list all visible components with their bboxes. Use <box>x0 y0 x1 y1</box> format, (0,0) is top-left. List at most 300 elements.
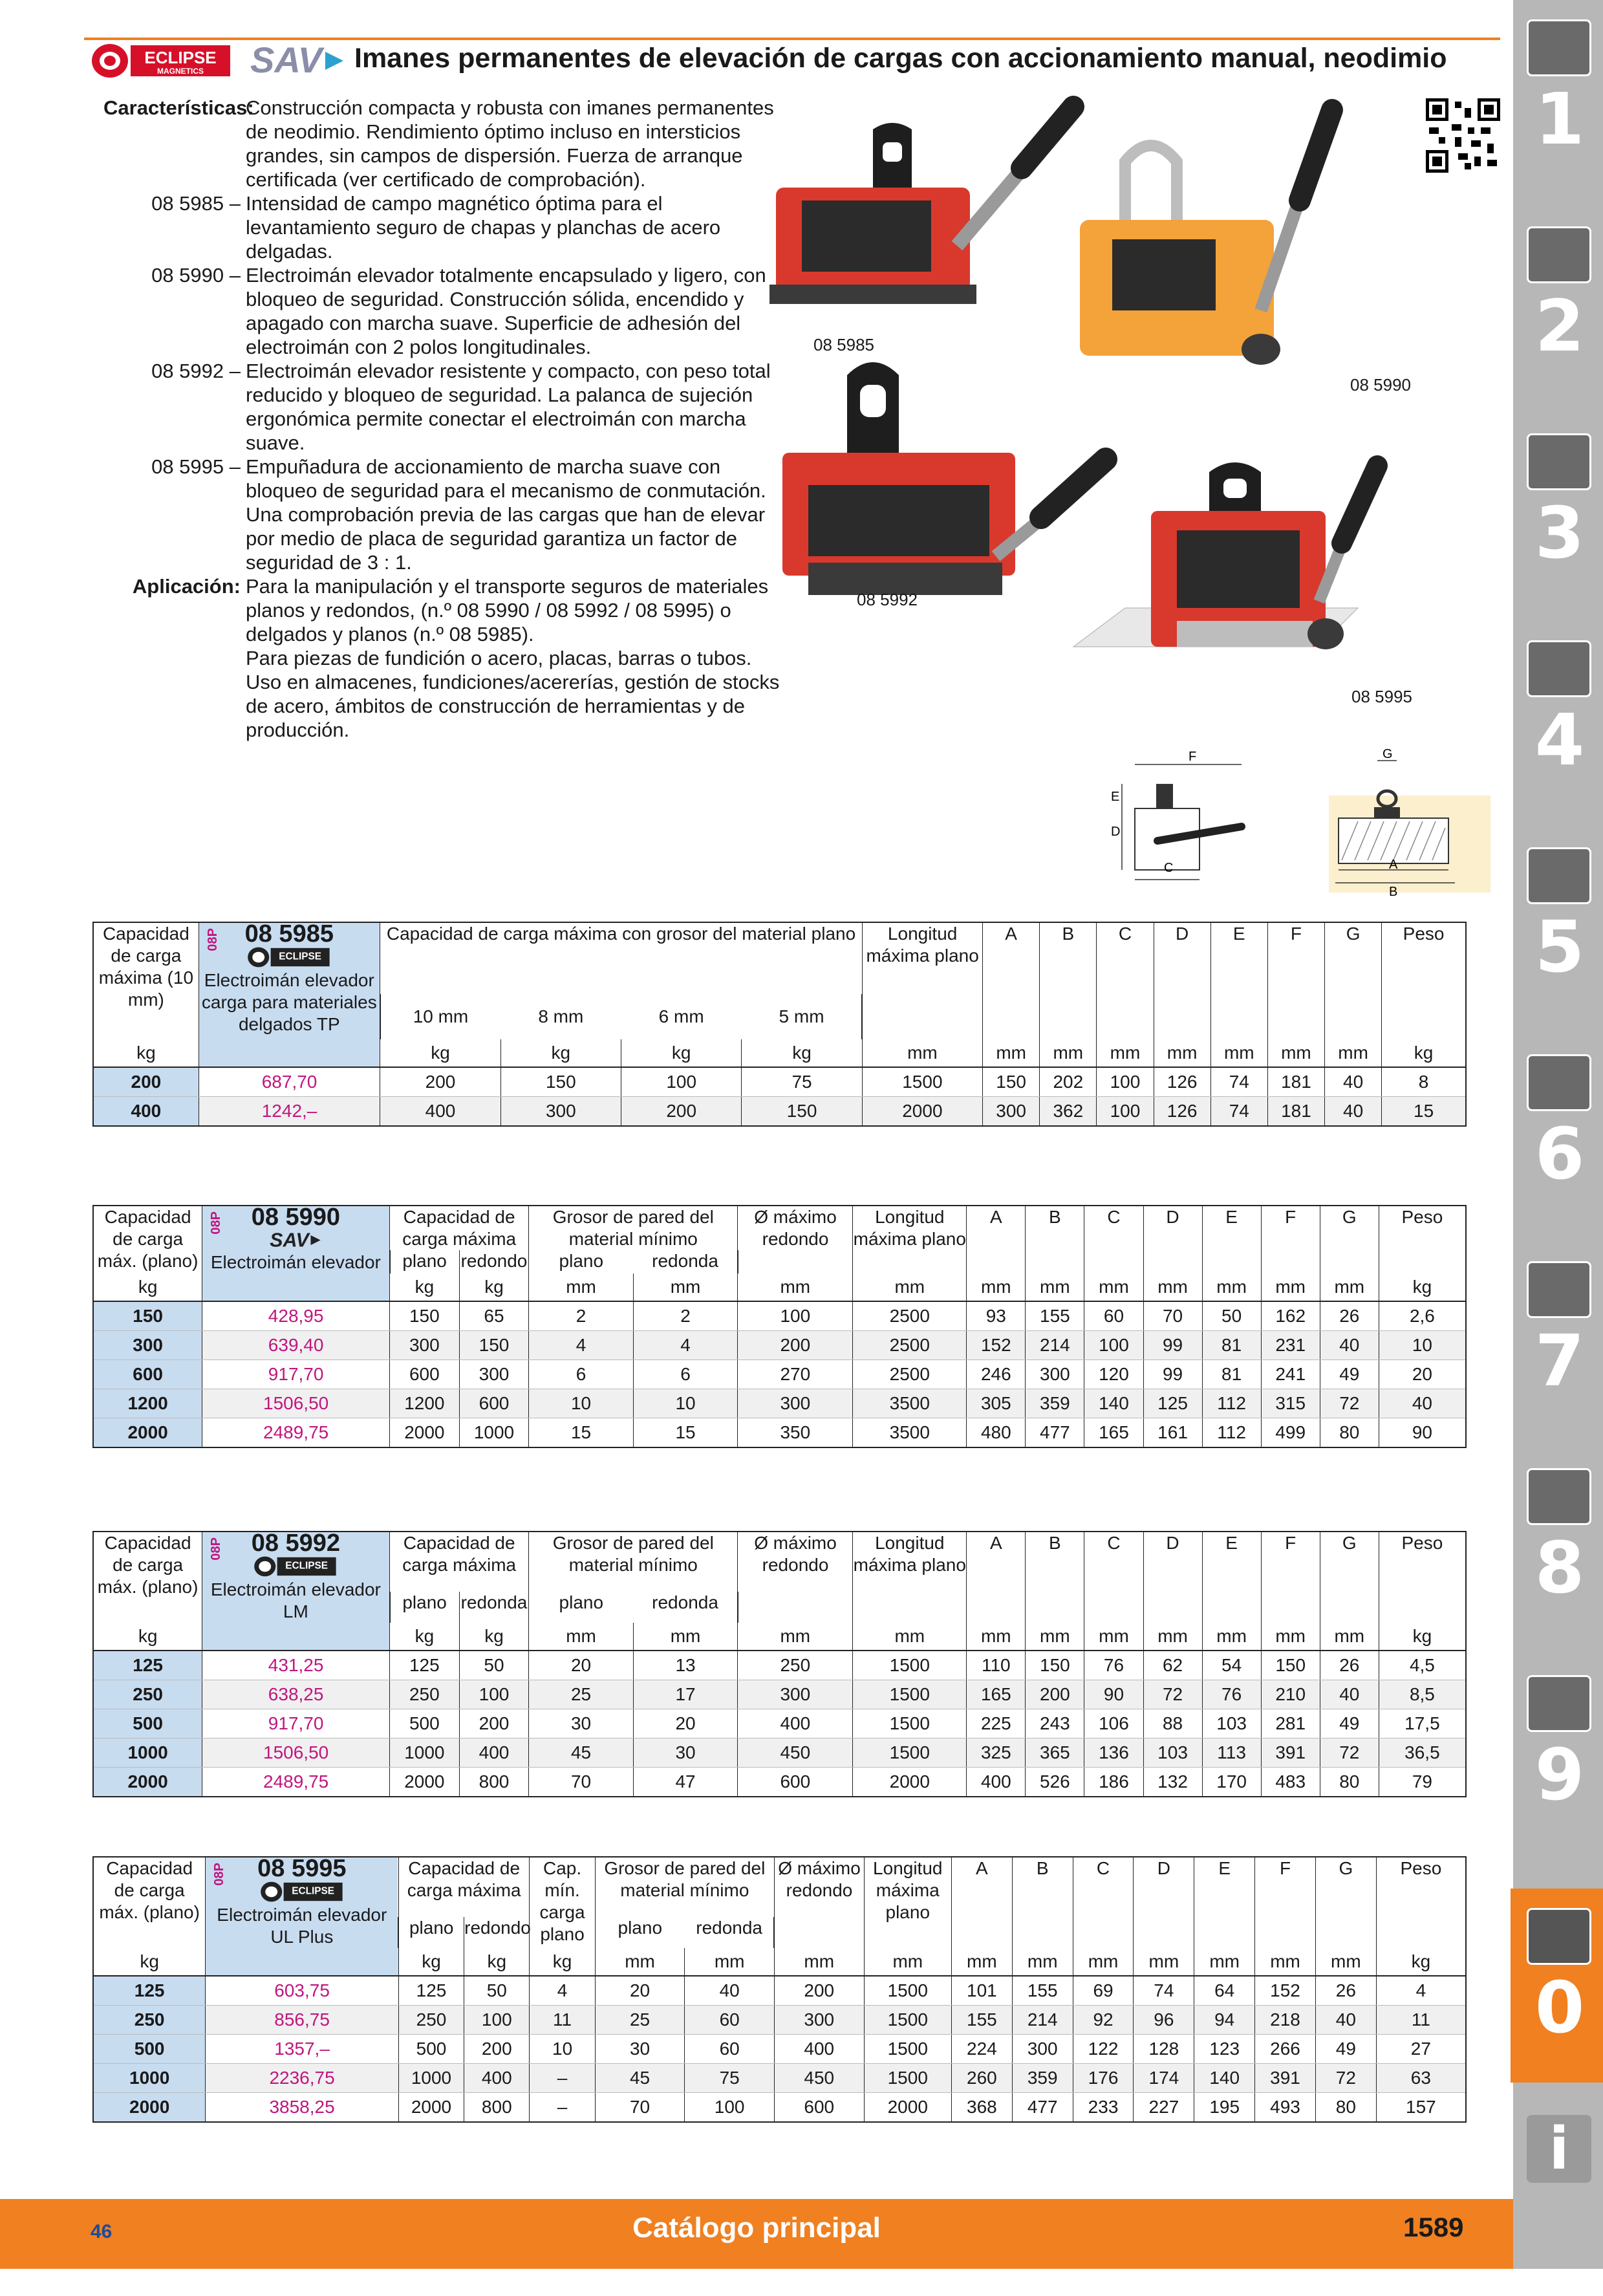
table-cell: 315 <box>1261 1389 1320 1418</box>
product-number: 08 5990 <box>251 1204 341 1231</box>
table-cell: 1500 <box>853 1680 967 1709</box>
table-row <box>93 1709 1466 1738</box>
table-cell: 3500 <box>853 1418 967 1448</box>
chapter-tab-7[interactable] <box>1516 1242 1603 1436</box>
table-cell: 300 <box>500 1097 621 1127</box>
table-cell: 8 <box>1382 1067 1466 1097</box>
table-cell: 45 <box>529 1738 633 1768</box>
table-cell: 250 <box>390 1680 460 1709</box>
table-cell: 600 <box>390 1360 460 1389</box>
unit-cell: kg <box>1376 1948 1466 1976</box>
unit-cell: mm <box>1026 1623 1084 1651</box>
unit-cell: mm <box>595 1948 685 1976</box>
unit-cell: kg <box>742 1039 862 1067</box>
table-cell: 1500 <box>862 1067 982 1097</box>
table-cell: 1000 <box>459 1418 529 1448</box>
chapter-icon <box>1527 1468 1591 1525</box>
unit-cell: mm <box>1325 1039 1382 1067</box>
sub-header: redonda <box>685 1917 775 1948</box>
chapter-icon <box>1527 1054 1591 1111</box>
table-cell: 1200 <box>390 1389 460 1418</box>
table-cell: 227 <box>1134 2093 1194 2123</box>
price-cell[interactable]: 2489,75 <box>202 1768 390 1797</box>
chapter-tab-9[interactable] <box>1516 1656 1603 1850</box>
table-cell: 15 <box>1382 1097 1466 1127</box>
table-cell: 4 <box>633 1331 737 1360</box>
table-row <box>93 1768 1466 1797</box>
table-cell: 2000 <box>853 1768 967 1797</box>
description-label: 08 5990 – <box>151 264 241 287</box>
description-text <box>246 455 789 574</box>
description-text <box>246 359 789 455</box>
unit-cell: kg <box>530 1948 595 1976</box>
description-label: 08 5995 – <box>151 455 241 478</box>
group-header: Grosor de pared del material mínimo <box>595 1857 774 1917</box>
table-cell: 150 <box>1026 1651 1084 1680</box>
unit-cell: mm <box>1202 1273 1261 1301</box>
table-cell: 325 <box>967 1738 1026 1768</box>
unit-cell <box>199 1039 380 1067</box>
table-cell: 80 <box>1315 2093 1376 2123</box>
dim-e-header: E <box>1202 1532 1261 1623</box>
chapter-tab-2[interactable] <box>1516 207 1603 401</box>
table-cell: 243 <box>1026 1709 1084 1738</box>
table-cell: – <box>530 2093 595 2123</box>
unit-cell: mm <box>738 1623 853 1651</box>
table-cell: 63 <box>1376 2064 1466 2093</box>
cap-header: Capacidad de carga máx. (plano) <box>93 1206 202 1273</box>
table-cell: 10 <box>1379 1331 1466 1360</box>
dim-d-header: D <box>1143 1206 1202 1273</box>
unit-cell: kg <box>93 1623 202 1651</box>
table-cell: 400 <box>738 1709 853 1738</box>
sub-header: 8 mm <box>538 1006 584 1026</box>
table-cell: 350 <box>738 1418 853 1448</box>
table-cell: 499 <box>1261 1418 1320 1448</box>
price-cell[interactable]: 3858,25 <box>206 2093 399 2123</box>
table-cell: 1500 <box>853 1738 967 1768</box>
table-cell: 125 <box>93 1651 202 1680</box>
chapter-tab-3[interactable] <box>1516 414 1603 608</box>
description-row <box>103 455 789 574</box>
table-cell: 250 <box>93 1680 202 1709</box>
dim-c-header: C <box>1097 922 1154 1039</box>
diagram-side <box>1111 750 1242 880</box>
table-cell: 49 <box>1315 2035 1376 2064</box>
table-cell: 30 <box>595 2035 685 2064</box>
table-row <box>93 1389 1466 1418</box>
table-cell: 125 <box>398 1976 464 2006</box>
table-cell: 477 <box>1012 2093 1073 2123</box>
chapter-tab-0[interactable] <box>1516 1889 1603 2083</box>
table-cell: 150 <box>459 1331 529 1360</box>
sub-header: plano <box>398 1917 464 1948</box>
table-cell: 1500 <box>853 1651 967 1680</box>
table-cell: 477 <box>1026 1418 1084 1448</box>
chapter-number: 1 <box>1534 78 1585 160</box>
dim-f-header: F <box>1261 1206 1320 1273</box>
unit-cell: kg <box>93 1948 206 1976</box>
photo-label-085990: 08 5990 <box>1350 375 1411 395</box>
table-cell: 20 <box>1379 1360 1466 1389</box>
bp-label: 08P <box>209 1537 224 1561</box>
price-cell[interactable]: 638,25 <box>202 1680 390 1709</box>
table-cell: 225 <box>967 1709 1026 1738</box>
table-cell: 101 <box>951 1976 1012 2006</box>
unit-cell: kg <box>398 1948 464 1976</box>
unit-cell: mm <box>864 1948 951 1976</box>
table-cell: 2000 <box>390 1418 460 1448</box>
table-cell: 176 <box>1073 2064 1134 2093</box>
table-cell: 75 <box>685 2064 775 2093</box>
dim-g-header: G <box>1320 1206 1379 1273</box>
diameter-header: Ø máximo redondo <box>774 1857 864 1948</box>
photo-label-085995: 08 5995 <box>1351 687 1412 706</box>
unit-cell: mm <box>1026 1273 1084 1301</box>
table-cell: 170 <box>1202 1768 1261 1797</box>
chapter-number: 4 <box>1534 699 1585 781</box>
table-cell: 60 <box>1084 1301 1143 1331</box>
table-cell: 365 <box>1026 1738 1084 1768</box>
min-cap-header: Cap. mín. carga plano <box>530 1857 595 1948</box>
dim-a-header: A <box>967 1206 1026 1273</box>
eclipse-logo <box>91 40 233 81</box>
description-paragraph: Para piezas de fundición o acero, placas, barras o tubos. <box>246 647 752 669</box>
table-cell: 136 <box>1084 1738 1143 1768</box>
table-cell: 120 <box>1084 1360 1143 1389</box>
table-cell: 800 <box>464 2093 530 2123</box>
table-cell: 600 <box>738 1768 853 1797</box>
weight-header: Peso <box>1379 1206 1466 1273</box>
chapter-tab-5[interactable] <box>1516 828 1603 1022</box>
table-cell: 210 <box>1261 1680 1320 1709</box>
unit-cell <box>206 1948 399 1976</box>
table-cell: 2500 <box>853 1331 967 1360</box>
table-cell: 400 <box>380 1097 500 1127</box>
length-header: Longitud máxima plano <box>864 1857 951 1948</box>
table-row <box>93 1301 1466 1331</box>
table-cell: 181 <box>1267 1097 1324 1127</box>
unit-cell: mm <box>1040 1039 1097 1067</box>
eclipse-logo-small <box>260 1879 344 1904</box>
table-cell: 300 <box>93 1331 202 1360</box>
table-cell: 161 <box>1143 1418 1202 1448</box>
sub-header: 6 mm <box>658 1006 704 1026</box>
sub-header: redondo <box>464 1917 530 1948</box>
description-paragraph: Electroimán elevador resistente y compacto, con peso total reducido y bloqueo de seguridad. La palanca de sujeción ergonómica permite conectar el electroimán con marcha suave. <box>246 360 771 454</box>
photo-085995 <box>1073 462 1377 649</box>
sav-logo <box>249 39 346 81</box>
description-paragraph: Para la manipulación y el transporte seguros de materiales planos y redondos, (n.º 08 5990 / 08 5992 / 08 5995) o delgados y planos (n.º 08 5985). <box>246 575 769 645</box>
unit-row <box>93 1273 1466 1301</box>
chapter-icon <box>1527 226 1591 283</box>
sub-header: plano <box>390 1592 460 1623</box>
table-cell: 17 <box>633 1680 737 1709</box>
group-header: Capacidad de carga máxima con grosor del material plano <box>380 922 862 994</box>
photo-085985 <box>769 107 1073 304</box>
table-cell: 54 <box>1202 1651 1261 1680</box>
diagram-front <box>1329 747 1490 899</box>
table-row <box>93 2093 1466 2123</box>
table-cell: 72 <box>1320 1389 1379 1418</box>
cap-header: Capacidad de carga máxima (10 mm) <box>93 922 199 1039</box>
description-paragraph: Intensidad de campo magnético óptima para el levantamiento seguro de chapas y planchas de acero delgadas. <box>246 192 721 263</box>
table-row <box>93 1651 1466 1680</box>
table-cell: 70 <box>529 1768 633 1797</box>
svg-text:ECLIPSE: ECLIPSE <box>292 1885 334 1897</box>
table-cell: 218 <box>1255 2006 1316 2035</box>
price-cell[interactable]: 917,70 <box>202 1360 390 1389</box>
table-cell: 40 <box>1325 1067 1382 1097</box>
table-row <box>93 1360 1466 1389</box>
price-cell[interactable]: 431,25 <box>202 1651 390 1680</box>
table-cell: 2000 <box>93 1768 202 1797</box>
table-cell: 2000 <box>862 1097 982 1127</box>
table-cell: 233 <box>1073 2093 1134 2123</box>
dim-b-header: B <box>1026 1532 1084 1623</box>
unit-cell: mm <box>1143 1273 1202 1301</box>
table-cell: 72 <box>1315 2064 1376 2093</box>
unit-cell: mm <box>1073 1948 1134 1976</box>
chapter-number: 5 <box>1534 905 1585 988</box>
table-cell: 112 <box>1202 1389 1261 1418</box>
table-cell: 300 <box>983 1097 1040 1127</box>
description-row <box>103 574 789 742</box>
table-cell: 250 <box>398 2006 464 2035</box>
table-cell: 359 <box>1026 1389 1084 1418</box>
chapter-number: 7 <box>1534 1319 1585 1402</box>
table-cell: 125 <box>1143 1389 1202 1418</box>
table-cell: 400 <box>967 1768 1026 1797</box>
dim-a-header: A <box>983 922 1040 1039</box>
sub-header: redondo <box>459 1250 529 1273</box>
dim-d-header: D <box>1134 1857 1194 1948</box>
description-paragraph: Uso en almacenes, fundiciones/acererías, gestión de stocks de acero, ámbitos de construcción de herramientas y de producción. <box>246 671 780 741</box>
description-paragraph: Construcción compacta y robusta con imanes permanentes de neodimio. Rendimiento óptimo incluso en intersticios grandes, sin campos de dispersión. Fuerza de arranque certificada (ver certificado de comprobación). <box>246 96 774 191</box>
sub-header: plano <box>529 1592 633 1623</box>
unit-cell: mm <box>1012 1948 1073 1976</box>
chapter-icon <box>1527 640 1591 697</box>
table-cell: 181 <box>1267 1067 1324 1097</box>
bp-label: 08P <box>209 1211 224 1235</box>
dim-label-d: D <box>1111 825 1121 839</box>
unit-cell: mm <box>685 1948 775 1976</box>
unit-cell: mm <box>1084 1623 1143 1651</box>
dim-c-header: C <box>1084 1532 1143 1623</box>
chapter-tab-4[interactable] <box>1516 621 1603 815</box>
table-cell: 64 <box>1194 1976 1255 2006</box>
table-cell: 94 <box>1194 2006 1255 2035</box>
table-cell: 74 <box>1210 1067 1267 1097</box>
table-cell: 50 <box>464 1976 530 2006</box>
chapter-icon <box>1527 1261 1591 1318</box>
product-description: Electroimán elevador UL Plus <box>217 1905 387 1947</box>
eclipse-logo-small <box>253 1554 338 1579</box>
price-cell[interactable]: 603,75 <box>206 1976 399 2006</box>
price-cell[interactable]: 687,70 <box>199 1067 380 1097</box>
table-cell: 4 <box>1376 1976 1466 2006</box>
table-cell: 140 <box>1194 2064 1255 2093</box>
table-cell: 70 <box>1143 1301 1202 1331</box>
table-cell: 150 <box>983 1067 1040 1097</box>
description-text <box>246 191 789 263</box>
photo-label-085985: 08 5985 <box>813 335 874 354</box>
unit-cell <box>202 1273 390 1301</box>
sub-header: plano <box>390 1250 460 1273</box>
diameter-header: Ø máximo redondo <box>738 1532 853 1623</box>
table-cell: 60 <box>685 2035 775 2064</box>
table-cell: 300 <box>390 1331 460 1360</box>
description-paragraph: Empuñadura de accionamiento de marcha suave con bloqueo de seguridad para el mecanismo de conmutación. Una comprobación previa de las cargas que han de elevar por medio de placa de seguridad garantiza un factor de seguridad de 3 : 1. <box>246 455 766 574</box>
page-number-left: 46 <box>91 2221 113 2242</box>
table-cell: 174 <box>1134 2064 1194 2093</box>
table-cell: 186 <box>1084 1768 1143 1797</box>
table-cell: 300 <box>1026 1360 1084 1389</box>
dim-d-header: D <box>1143 1532 1202 1623</box>
table-row <box>93 1097 1466 1127</box>
table-cell: 113 <box>1202 1738 1261 1768</box>
table-cell: 96 <box>1134 2006 1194 2035</box>
cap-header: Capacidad de carga máx. (plano) <box>93 1532 202 1623</box>
table-cell: 4,5 <box>1379 1651 1466 1680</box>
price-cell[interactable]: 639,40 <box>202 1331 390 1360</box>
svg-text:ECLIPSE: ECLIPSE <box>144 48 217 67</box>
photo-label-085992: 08 5992 <box>857 590 918 609</box>
table-cell: 49 <box>1320 1709 1379 1738</box>
length-header: Longitud máxima plano <box>853 1206 967 1273</box>
dim-b-header: B <box>1040 922 1097 1039</box>
photo-085992 <box>782 362 1106 595</box>
table-085990 <box>92 1205 1467 1448</box>
group-header: Capacidad de carga máxima <box>398 1857 530 1917</box>
unit-cell: mm <box>1134 1948 1194 1976</box>
table-cell: 81 <box>1202 1360 1261 1389</box>
dim-label-g: G <box>1382 747 1393 761</box>
table-cell: 359 <box>1012 2064 1073 2093</box>
table-cell: 100 <box>685 2093 775 2123</box>
price-cell[interactable]: 2236,75 <box>206 2064 399 2093</box>
table-cell: 450 <box>738 1738 853 1768</box>
table-cell: 2 <box>529 1301 633 1331</box>
table-row <box>93 1331 1466 1360</box>
table-cell: 2 <box>633 1301 737 1331</box>
price-cell[interactable]: 856,75 <box>206 2006 399 2035</box>
table-cell: 79 <box>1379 1768 1466 1797</box>
table-cell: 74 <box>1210 1097 1267 1127</box>
table-cell: 493 <box>1255 2093 1316 2123</box>
table-cell: 4 <box>530 1976 595 2006</box>
table-cell: 391 <box>1255 2064 1316 2093</box>
sub-header: redonda <box>459 1592 529 1623</box>
table-cell: 125 <box>390 1651 460 1680</box>
table-row <box>93 1680 1466 1709</box>
catalog-title: Catálogo principal <box>632 2212 881 2244</box>
description-label: Aplicación: <box>132 575 241 598</box>
dim-e-header: E <box>1202 1206 1261 1273</box>
table-cell: 6 <box>633 1360 737 1389</box>
unit-cell: kg <box>459 1273 529 1301</box>
price-cell[interactable]: 428,95 <box>202 1301 390 1331</box>
table-cell: 1000 <box>93 1738 202 1768</box>
product-number: 08 5985 <box>244 920 334 948</box>
product-number: 08 5995 <box>257 1855 347 1882</box>
table-085985 <box>92 922 1467 1127</box>
svg-text:MAGNETICS: MAGNETICS <box>157 67 204 76</box>
table-cell: 800 <box>459 1768 529 1797</box>
table-cell: 195 <box>1194 2093 1255 2123</box>
table-cell: 202 <box>1040 1067 1097 1097</box>
unit-cell: mm <box>862 1039 982 1067</box>
description-block <box>103 96 789 742</box>
sub-header: plano <box>529 1250 633 1273</box>
table-cell: 362 <box>1040 1097 1097 1127</box>
price-cell[interactable]: 1506,50 <box>202 1389 390 1418</box>
table-cell: 2000 <box>864 2093 951 2123</box>
chapter-number: i <box>1527 2115 1591 2183</box>
sub-header: redonda <box>633 1250 737 1273</box>
table-row <box>93 1418 1466 1448</box>
sav-logo-small <box>266 1228 325 1251</box>
sub-header: 10 mm <box>380 994 500 1039</box>
table-cell: 483 <box>1261 1768 1320 1797</box>
price-cell[interactable]: 1357,– <box>206 2035 399 2064</box>
chapter-tab-8[interactable] <box>1516 1449 1603 1643</box>
chapter-tab-6[interactable] <box>1516 1035 1603 1229</box>
chapter-icon <box>1527 1675 1591 1732</box>
table-cell: 1500 <box>864 2035 951 2064</box>
dimension-diagrams <box>1073 744 1494 899</box>
photo-085990 <box>1080 110 1332 365</box>
unit-cell: mm <box>1261 1623 1320 1651</box>
unit-cell: mm <box>1194 1948 1255 1976</box>
dim-label-a: A <box>1389 858 1398 872</box>
product-description: Electroimán elevador <box>210 1252 381 1272</box>
description-row <box>103 359 789 455</box>
table-cell: 260 <box>951 2064 1012 2093</box>
table-cell: 10 <box>530 2035 595 2064</box>
table-cell: 8,5 <box>1379 1680 1466 1709</box>
dim-label-e: E <box>1111 790 1120 804</box>
table-cell: 152 <box>1255 1976 1316 2006</box>
table-row <box>93 2006 1466 2035</box>
table-cell: 400 <box>93 1097 199 1127</box>
price-cell[interactable]: 917,70 <box>202 1709 390 1738</box>
sub-header: redonda <box>633 1592 737 1623</box>
table-cell: 214 <box>1012 2006 1073 2035</box>
table-cell: 92 <box>1073 2006 1134 2035</box>
chapter-tab-i[interactable] <box>1516 2102 1603 2296</box>
dim-c-header: C <box>1073 1857 1134 1948</box>
description-row <box>103 191 789 263</box>
table-cell: 47 <box>633 1768 737 1797</box>
price-cell[interactable]: 1506,50 <box>202 1738 390 1768</box>
page-number-right: 1589 <box>1403 2212 1464 2242</box>
dim-f-header: F <box>1261 1532 1320 1623</box>
price-cell[interactable]: 1242,– <box>199 1097 380 1127</box>
chapter-tab-1[interactable] <box>1516 0 1603 194</box>
dim-b-header: B <box>1026 1206 1084 1273</box>
product-description: Electroimán elevador LM <box>210 1579 381 1621</box>
table-cell: 100 <box>464 2006 530 2035</box>
table-cell: 150 <box>500 1067 621 1097</box>
table-cell: 165 <box>967 1680 1026 1709</box>
product-description: Electroimán elevador carga para materiales delgados TP <box>201 970 377 1034</box>
weight-header: Peso <box>1382 922 1466 1039</box>
table-cell: 100 <box>1097 1097 1154 1127</box>
price-cell[interactable]: 2489,75 <box>202 1418 390 1448</box>
table-cell: 65 <box>459 1301 529 1331</box>
table-cell: 13 <box>633 1651 737 1680</box>
